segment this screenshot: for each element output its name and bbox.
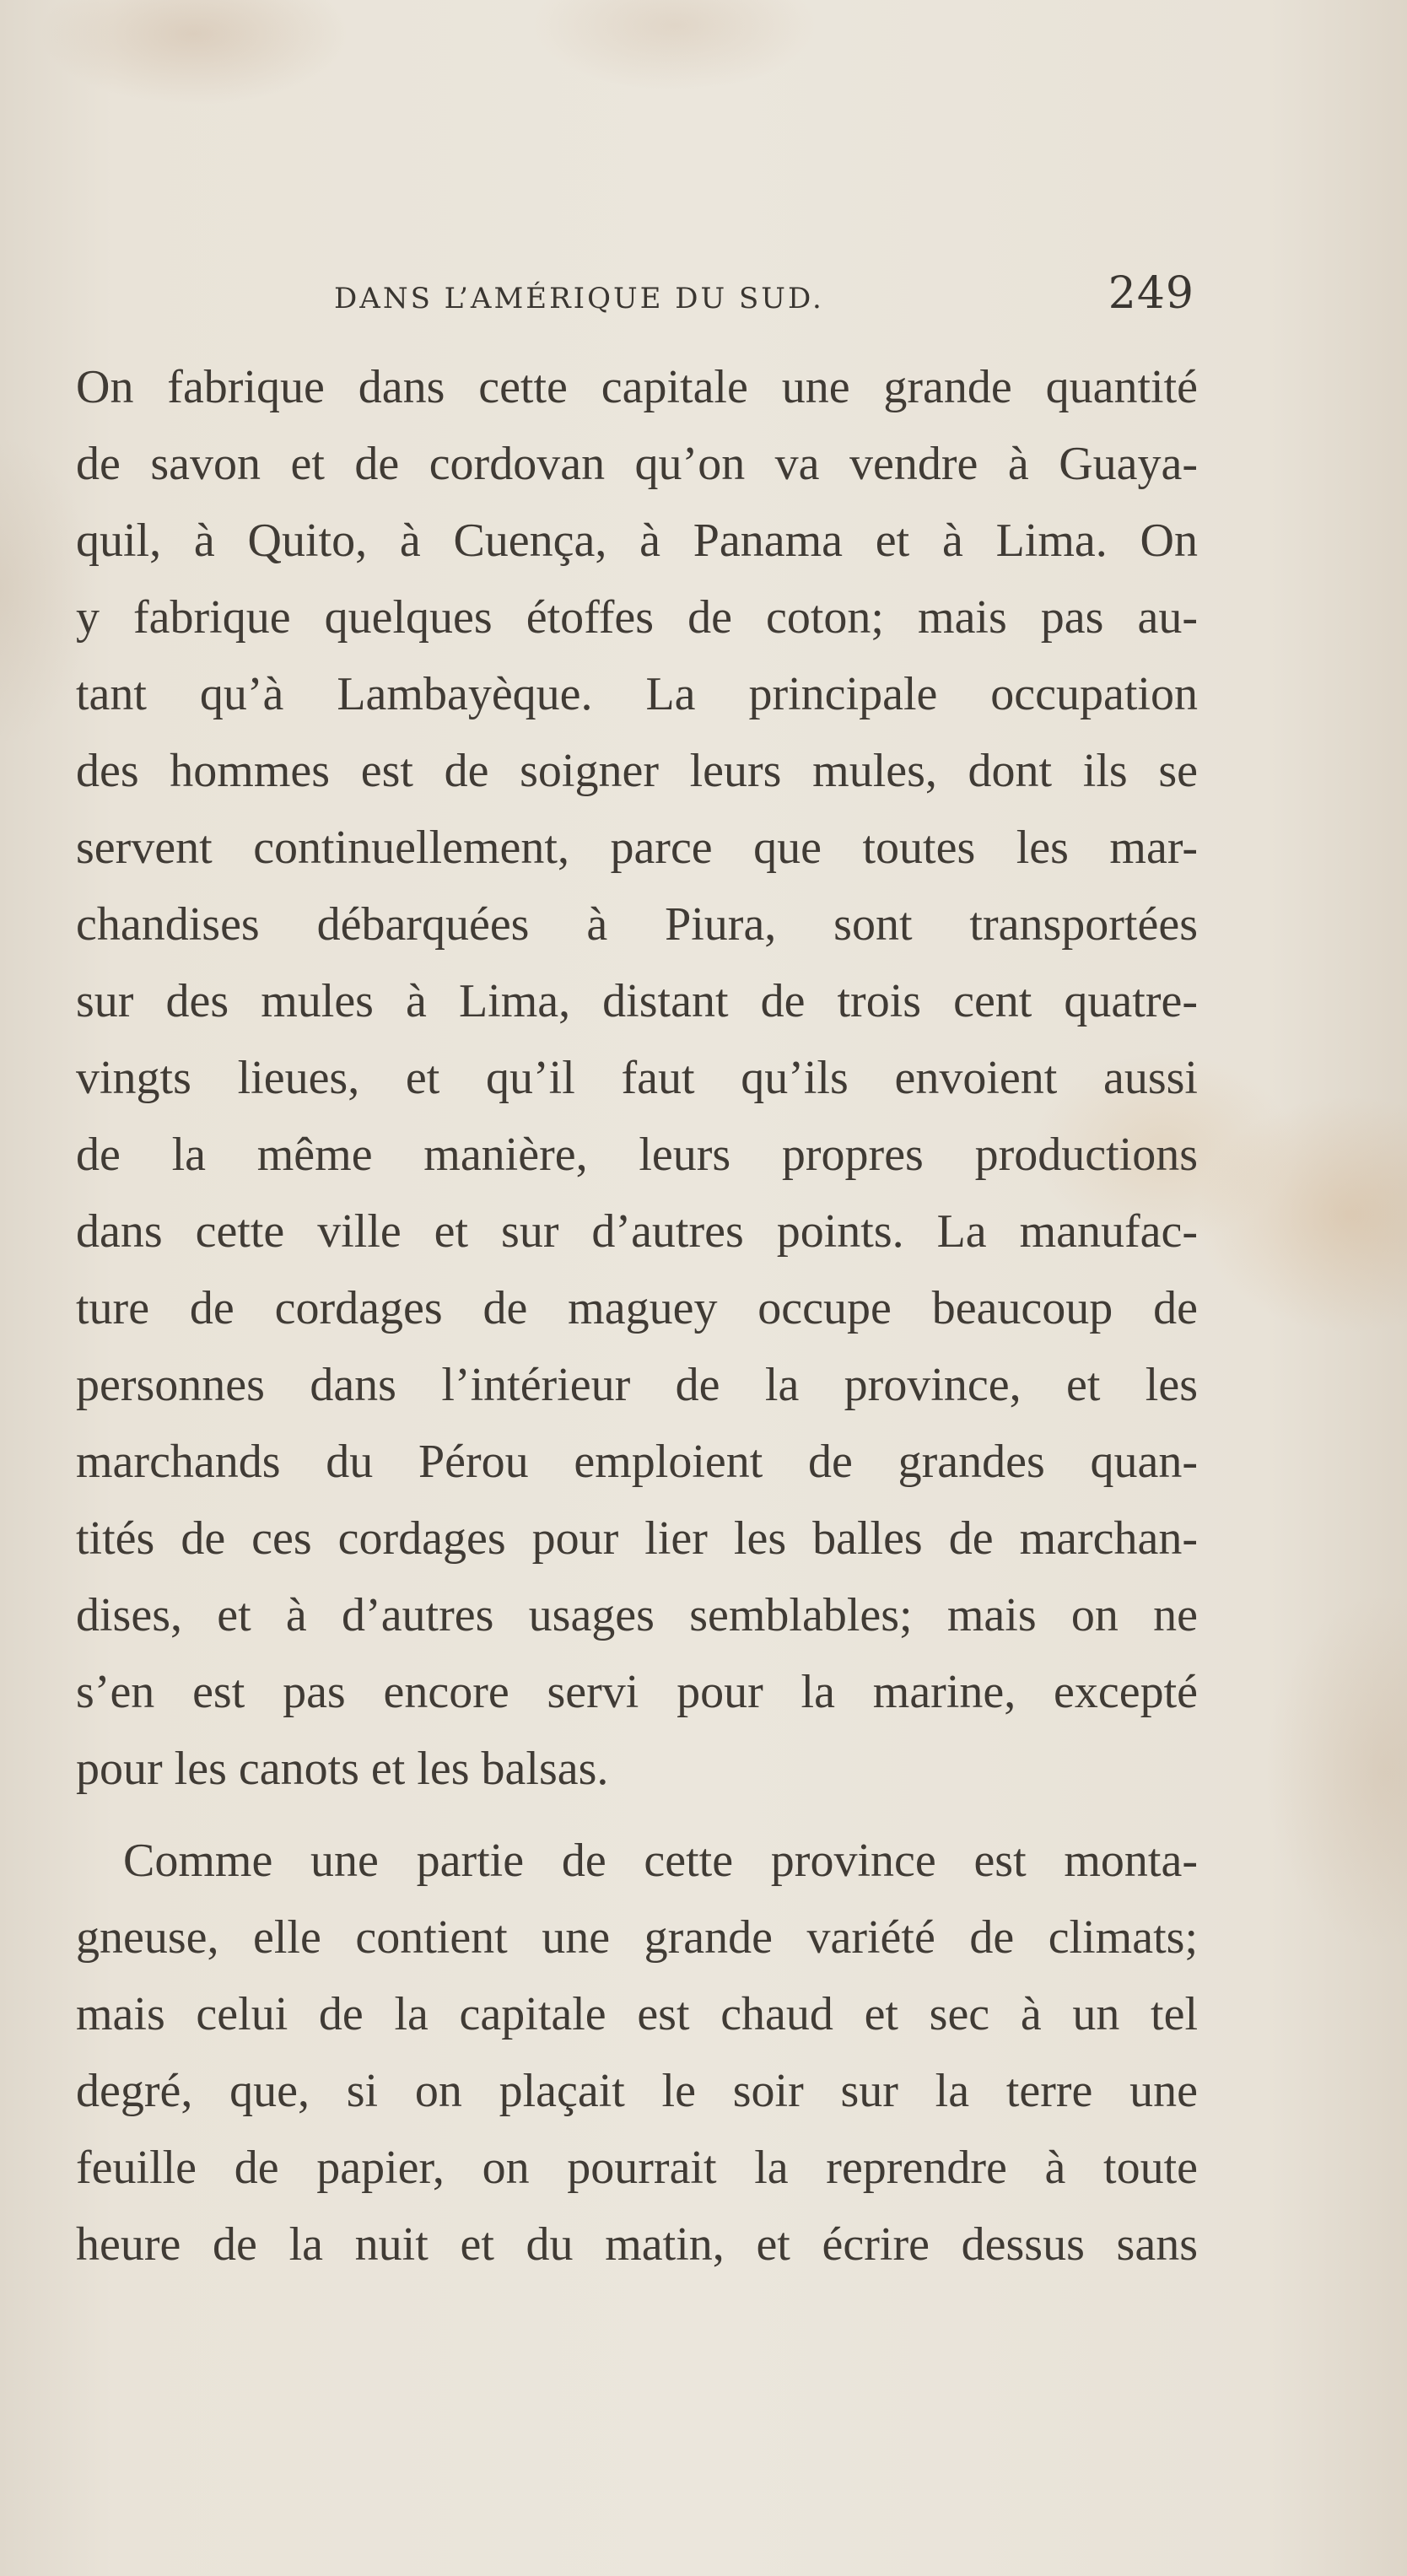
text-line: servent continuellement, parce que toutes les mar-	[76, 822, 1198, 874]
text-line: On fabrique dans cette capitale une grande quantité	[76, 361, 1198, 413]
text-line: heure de la nuit et du matin, et écrire dessus sans	[76, 2218, 1198, 2271]
page-header	[74, 268, 1203, 331]
paragraph-2	[76, 1823, 1198, 2283]
text-line: gneuse, elle contient une grande variété de climats;	[76, 1911, 1198, 1964]
text-line: personnes dans l’intérieur de la province, et les	[76, 1359, 1198, 1411]
body-text	[76, 349, 1198, 2283]
text-line: feuille de papier, on pourrait la reprendre à toute	[76, 2142, 1198, 2194]
text-line: sur des mules à Lima, distant de trois cent quatre-	[76, 975, 1198, 1027]
text-line: s’en est pas encore servi pour la marine, excepté	[76, 1666, 1198, 1718]
text-line: marchands du Pérou emploient de grandes quan-	[76, 1436, 1198, 1488]
text-line: des hommes est de soigner leurs mules, dont ils se	[76, 745, 1198, 797]
text-line: Comme une partie de cette province est monta-	[123, 1835, 1198, 1887]
text-line: vingts lieues, et qu’il faut qu’ils envoient aussi	[76, 1052, 1198, 1104]
text-line: tités de ces cordages pour lier les balles de marchan-	[76, 1512, 1198, 1565]
text-line: pour les canots et les balsas.	[76, 1743, 609, 1795]
paragraph-1	[76, 349, 1198, 1808]
text-line: tant qu’à Lambayèque. La principale occupation	[76, 668, 1198, 720]
text-line: quil, à Quito, à Cuença, à Panama et à Lima. On	[76, 515, 1198, 567]
page-number: 249	[1108, 268, 1194, 319]
text-line: y fabrique quelques étoffes de coton; mais pas au-	[76, 591, 1198, 644]
text-line: mais celui de la capitale est chaud et sec à un tel	[76, 1988, 1198, 2040]
text-line: degré, que, si on plaçait le soir sur la terre une	[76, 2065, 1198, 2117]
text-line: dans cette ville et sur d’autres points. La manufac-	[76, 1205, 1198, 1258]
paragraph-break	[76, 1808, 1198, 1823]
running-head: DANS L’AMÉRIQUE DU SUD.	[334, 282, 824, 315]
text-line: ture de cordages de maguey occupe beaucoup de	[76, 1282, 1198, 1334]
text-line: de la même manière, leurs propres productions	[76, 1129, 1198, 1181]
text-line: de savon et de cordovan qu’on va vendre à Guaya-	[76, 438, 1198, 490]
text-line: chandises débarquées à Piura, sont transportées	[76, 898, 1198, 951]
text-line: dises, et à d’autres usages semblables; mais on ne	[76, 1589, 1198, 1641]
